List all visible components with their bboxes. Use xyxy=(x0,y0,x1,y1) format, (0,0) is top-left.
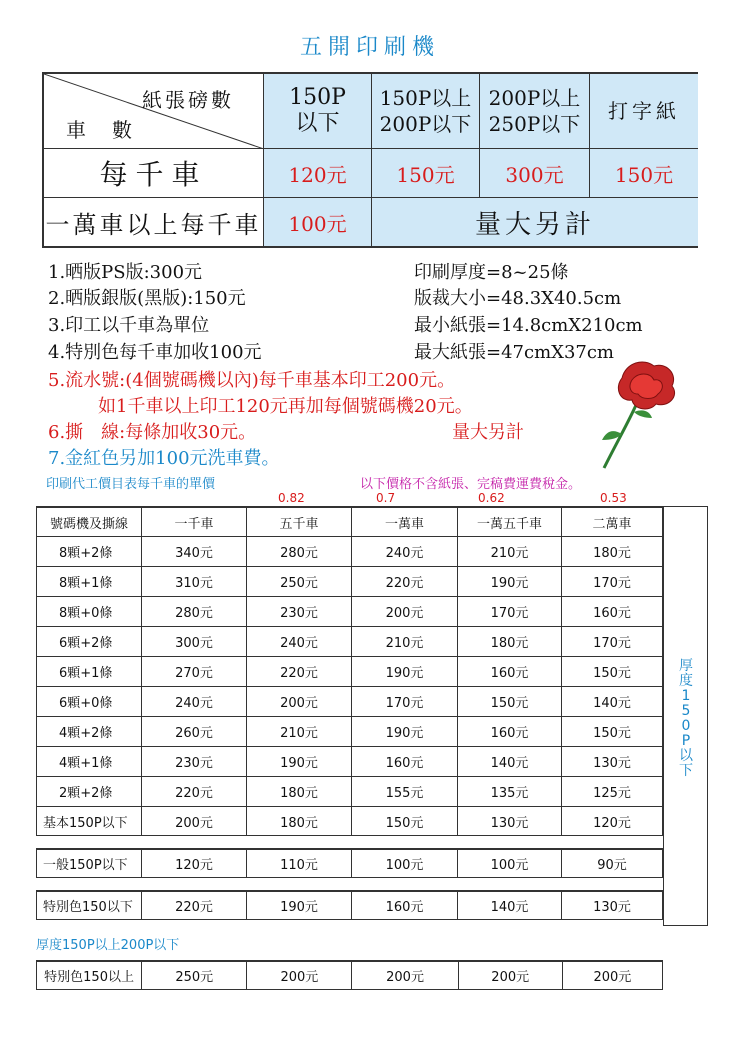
price-cell: 150元 xyxy=(561,717,663,746)
section2-price-20000: 200元 xyxy=(593,970,632,985)
price-exclusions-caption: 以下價格不含紙張、完稿費運費稅金。 xyxy=(360,477,582,492)
note-1: 1.晒版PS版:300元 xyxy=(48,262,203,283)
price-cell: 280元 xyxy=(246,537,351,566)
header-numbering: 號碼機及撕線 xyxy=(36,508,141,536)
row-label: 6顆+2條 xyxy=(36,627,141,656)
section2-price-10000: 200元 xyxy=(352,962,458,989)
factor-20000: 0.53 xyxy=(600,491,627,505)
price-cell: 250元 xyxy=(246,567,351,596)
note-6-bulk: 量大另計 xyxy=(452,422,524,443)
section2-row xyxy=(36,960,663,990)
price-150p-below: 120元 xyxy=(264,149,372,198)
table-row xyxy=(36,848,663,878)
header-20000: 二萬車 xyxy=(561,508,663,536)
row-label: 8顆+2條 xyxy=(36,537,141,566)
table-row xyxy=(36,596,663,626)
price-cell: 240元 xyxy=(141,687,246,716)
price-cell: 210元 xyxy=(351,627,457,656)
per-thousand-label: 每千車 xyxy=(44,149,264,198)
price-cell: 160元 xyxy=(457,657,561,686)
col-header-150p-200p: 150P以上 200P以下 xyxy=(372,74,480,149)
spec-min-paper: 最小紙張=14.8cmX210cm xyxy=(414,315,643,336)
price-cell: 230元 xyxy=(246,597,351,626)
print-count-label: 車 數 xyxy=(66,118,135,142)
price-cell: 155元 xyxy=(351,777,457,806)
price-cell: 220元 xyxy=(141,777,246,806)
note-7: 7.金紅色另加100元洗車費。 xyxy=(48,448,280,469)
price-cell: 125元 xyxy=(561,777,663,806)
price-list-caption: 印刷代工價目表每千車的單價 xyxy=(46,477,216,492)
over-ten-thousand-label: 一萬車以上每千車 xyxy=(44,198,264,246)
row-label: 6顆+1條 xyxy=(36,657,141,686)
thickness-150p-label: 厚度150P以下 xyxy=(679,658,693,779)
row-label: 2顆+2條 xyxy=(36,777,141,806)
price-cell: 140元 xyxy=(457,892,561,919)
table-row xyxy=(36,626,663,656)
row-label: 8顆+1條 xyxy=(36,567,141,596)
note-6: 6.撕 線:每條加收30元。 xyxy=(48,422,257,443)
price-200p-250p: 300元 xyxy=(480,149,590,198)
row-label: 6顆+0條 xyxy=(36,687,141,716)
price-cell: 190元 xyxy=(457,567,561,596)
price-cell: 240元 xyxy=(246,627,351,656)
price-cell: 300元 xyxy=(141,627,246,656)
header-5000: 五千車 xyxy=(246,508,351,536)
price-cell: 210元 xyxy=(457,537,561,566)
row-label: 8顆+0條 xyxy=(36,597,141,626)
price-cell: 200元 xyxy=(246,687,351,716)
col-header-200p-250p: 200P以上 250P以下 xyxy=(480,74,590,149)
price-cell: 120元 xyxy=(561,807,663,835)
spec-max-paper: 最大紙張=47cmX37cm xyxy=(414,342,615,363)
table-row xyxy=(36,566,663,596)
price-cell: 130元 xyxy=(457,807,561,835)
row-label: 一般150P以下 xyxy=(36,850,141,877)
price-cell: 160元 xyxy=(561,597,663,626)
price-cell: 240元 xyxy=(351,537,457,566)
price-cell: 190元 xyxy=(246,747,351,776)
price-cell: 160元 xyxy=(457,717,561,746)
section2-price-15000: 200元 xyxy=(459,962,563,989)
section2-label: 特別色150以上 xyxy=(37,962,142,989)
price-cell: 190元 xyxy=(246,892,351,919)
price-cell: 190元 xyxy=(351,717,457,746)
factor-10000: 0.7 xyxy=(376,491,396,505)
page-title: 五開印刷機 xyxy=(299,35,440,60)
price-cell: 270元 xyxy=(141,657,246,686)
price-over-ten-thousand: 100元 xyxy=(264,198,372,246)
price-cell: 130元 xyxy=(561,747,663,776)
table-row xyxy=(36,716,663,746)
price-cell: 180元 xyxy=(246,807,351,835)
table-header-row xyxy=(36,506,663,536)
price-cell: 140元 xyxy=(561,687,663,716)
price-cell: 180元 xyxy=(561,537,663,566)
row-label: 基本150P以下 xyxy=(36,807,141,835)
table-row xyxy=(36,890,663,920)
spec-plate-size: 版裁大小=48.3X40.5cm xyxy=(414,288,622,309)
price-cell: 310元 xyxy=(141,567,246,596)
price-cell: 230元 xyxy=(141,747,246,776)
paper-weight-price-table xyxy=(42,72,698,248)
spec-thickness: 印刷厚度=8~25條 xyxy=(414,262,569,283)
paper-weight-label: 紙張磅數 xyxy=(142,88,234,112)
section2-price-5000: 200元 xyxy=(247,962,352,989)
price-cell: 180元 xyxy=(246,777,351,806)
row-label: 4顆+2條 xyxy=(36,717,141,746)
price-cell: 280元 xyxy=(141,597,246,626)
price-cell: 170元 xyxy=(561,627,663,656)
price-cell: 220元 xyxy=(141,892,246,919)
price-cell: 150元 xyxy=(457,687,561,716)
price-cell: 100元 xyxy=(457,850,561,877)
thickness-side-column xyxy=(663,506,708,926)
col-header-typing-paper: 打字紙 xyxy=(590,74,698,149)
price-cell: 150元 xyxy=(561,657,663,686)
price-cell: 100元 xyxy=(351,850,457,877)
price-cell: 190元 xyxy=(351,657,457,686)
price-cell: 200元 xyxy=(141,807,246,835)
header-15000: 一萬五千車 xyxy=(457,508,561,536)
col-header-150p-below: 150P 以下 xyxy=(264,74,372,149)
price-cell: 110元 xyxy=(246,850,351,877)
price-cell: 140元 xyxy=(457,747,561,776)
price-cell: 160元 xyxy=(351,892,457,919)
header-1000: 一千車 xyxy=(141,508,246,536)
price-cell: 220元 xyxy=(246,657,351,686)
price-cell: 180元 xyxy=(457,627,561,656)
price-cell: 160元 xyxy=(351,747,457,776)
price-cell: 130元 xyxy=(561,892,663,919)
table-row xyxy=(36,776,663,806)
note-5-detail: 如1千車以上印工120元再加每個號碼機20元。 xyxy=(98,396,473,417)
price-cell: 200元 xyxy=(351,597,457,626)
price-cell: 210元 xyxy=(246,717,351,746)
price-cell: 170元 xyxy=(457,597,561,626)
price-cell: 135元 xyxy=(457,777,561,806)
note-4: 4.特別色每千車加收100元 xyxy=(48,342,262,363)
row-label: 4顆+1條 xyxy=(36,747,141,776)
carnation-icon xyxy=(592,356,682,476)
price-cell: 90元 xyxy=(561,850,663,877)
section2-price-1000: 250元 xyxy=(142,962,247,989)
table-row xyxy=(36,686,663,716)
note-3: 3.印工以千車為單位 xyxy=(48,315,210,336)
table-row xyxy=(36,806,663,836)
price-cell: 170元 xyxy=(351,687,457,716)
price-cell: 260元 xyxy=(141,717,246,746)
price-150p-200p: 150元 xyxy=(372,149,480,198)
row-label: 特別色150以下 xyxy=(36,892,141,919)
section2-caption: 厚度150P以上200P以下 xyxy=(36,938,180,953)
table-row xyxy=(36,656,663,686)
diagonal-header-cell xyxy=(44,74,264,149)
table-row xyxy=(36,746,663,776)
table-row xyxy=(36,536,663,566)
note-5: 5.流水號:(4個號碼機以內)每千車基本印工200元。 xyxy=(48,370,456,391)
factor-15000: 0.62 xyxy=(478,491,505,505)
price-cell: 170元 xyxy=(561,567,663,596)
note-2: 2.晒版銀版(黑版):150元 xyxy=(48,288,246,309)
price-cell: 150元 xyxy=(351,807,457,835)
price-cell: 340元 xyxy=(141,537,246,566)
bulk-negotiable-note: 量大另計 xyxy=(372,198,698,246)
price-cell: 120元 xyxy=(141,850,246,877)
price-typing-paper: 150元 xyxy=(590,149,698,198)
factor-5000: 0.82 xyxy=(278,491,305,505)
price-cell: 220元 xyxy=(351,567,457,596)
header-10000: 一萬車 xyxy=(351,508,457,536)
